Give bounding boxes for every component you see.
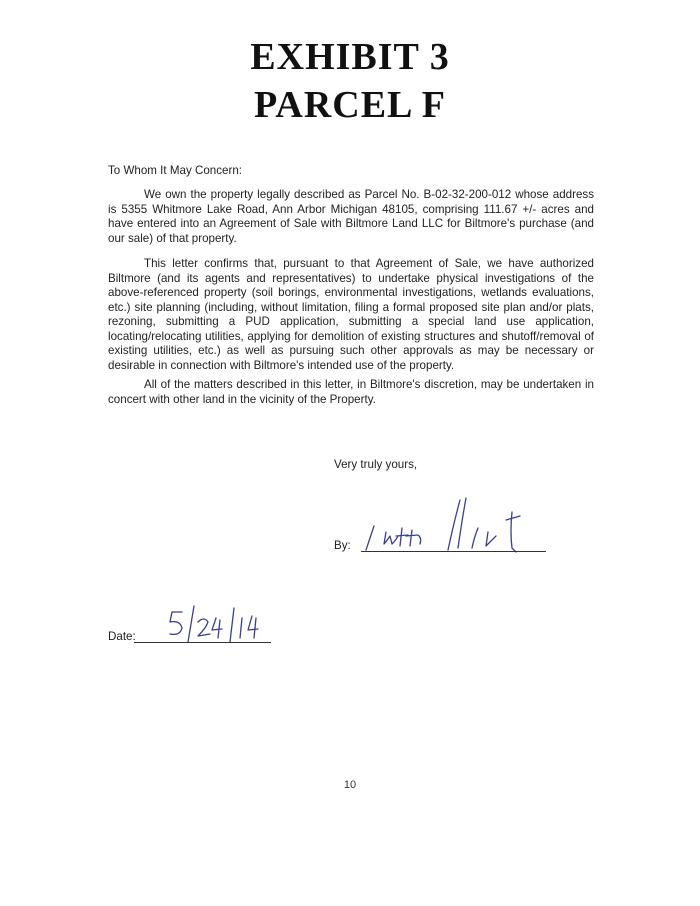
signature-line <box>361 551 546 552</box>
by-label: By: <box>334 539 351 552</box>
exhibit-title: EXHIBIT 3 <box>250 36 450 78</box>
paragraph-authorization: This letter confirms that, pursuant to that Agreement of Sale, we have authorized Biltmore (and its agents and representatives) to undertake physical investigations of the above-referenced property (soil borings, environmental investigations, wetlands evaluations, etc.) site planning (including, without limitation, filing a formal proposed site plan and/or plats, rezoning, submitting a PUD application, submitting a special land use application, locating/relocating utilities, applying for demolition of existing structures and shutoff/removal of existing utilities, etc.) as well as pursuing such other approvals as may be necessary or desirable in connection with Biltmore's intended use of the property. <box>108 257 594 372</box>
salutation: To Whom It May Concern: <box>108 164 243 177</box>
date-label: Date: <box>108 630 136 643</box>
date-line <box>134 642 271 643</box>
paragraph-ownership: We own the property legally described as Parcel No. B-02-32-200-012 whose address is 5355 Whitmore Lake Road, Ann Arbor Michigan 48105, comprising 111.67 +/- acres and have entered into an Agreement of Sale with Biltmore Land LLC for Biltmore's purchase (and our sale) of that property. <box>108 188 594 245</box>
handwritten-date <box>160 598 270 646</box>
page-number: 10 <box>343 779 357 791</box>
paragraph-discretion: All of the matters described in this letter, in Biltmore's discretion, may be undertaken in concert with other land in the vicinity of the Property. <box>108 378 594 406</box>
parcel-title: PARCEL F <box>253 84 447 126</box>
closing-line: Very truly yours, <box>334 458 418 471</box>
